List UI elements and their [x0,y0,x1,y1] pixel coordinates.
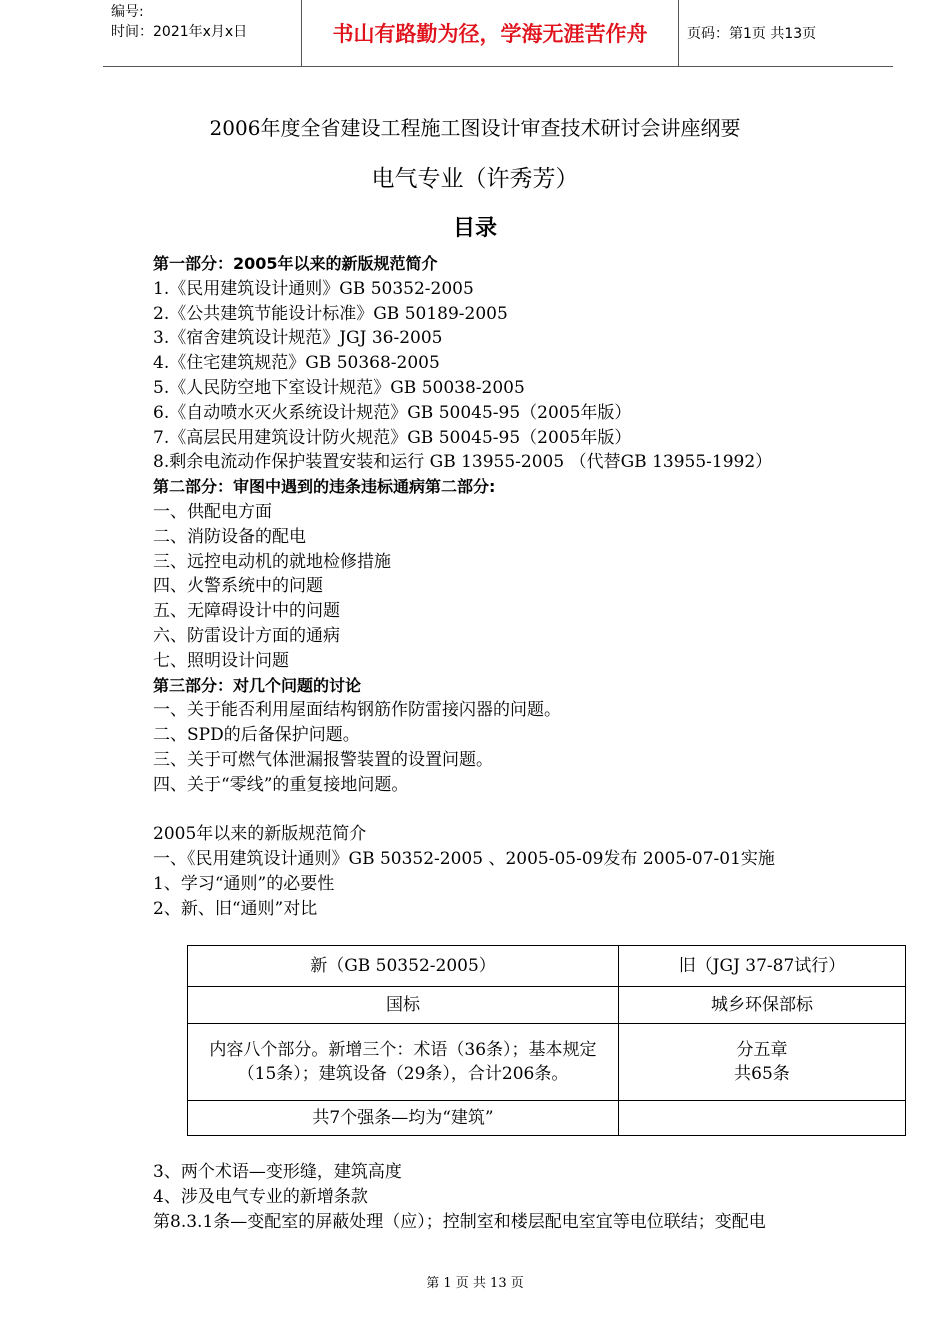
intro-line: 2005年以来的新版规范简介 [153,824,367,844]
toc-item: 6.《自动喷水灭火系统设计规范》GB 50045-95（2005年版） [153,402,632,423]
table-of-contents [153,252,853,798]
toc-item: 一、关于能否利用屋面结构钢筋作防雷接闪器的问题。 [153,700,561,721]
toc-item: 二、SPD的后备保护问题。 [153,725,360,746]
toc-item: 7.《高层民用建筑设计防火规范》GB 50045-95（2005年版） [153,427,632,448]
toc-item: 3.《宿舍建筑设计规范》JGJ 36-2005 [153,328,443,349]
header-meta [103,0,301,66]
toc-item: 二、消防设备的配电 [153,526,306,547]
toc-item: 七、照明设计问题 [153,650,289,671]
document-subtitle: 电气专业（许秀芳） [371,166,579,192]
toc-part-heading: 第三部分：对几个问题的讨论 [153,675,362,695]
body-line: 第8.3.1条—变配室的屏蔽处理（应）；控制室和楼层配电室宜等电位联结；变配电 [153,1212,766,1232]
number-label: 编号: [111,4,144,20]
table-cell: 共7个强条—均为“建筑” [188,1101,619,1136]
toc-part-heading: 第二部分：审图中遇到的违条违标通病第二部分: [153,477,496,497]
toc-item: 5.《人民防空地下室设计规范》GB 50038-2005 [153,377,525,398]
toc-heading: 目录 [452,216,497,241]
body-line: 3、两个术语—变形缝，建筑高度 [153,1162,402,1182]
table-cell: 分五章 共65条 [619,1024,906,1101]
toc-item: 一、供配电方面 [153,501,272,522]
toc-item: 2.《公共建筑节能设计标准》GB 50189-2005 [153,303,508,324]
table-cell [619,1101,906,1136]
table-cell: 国标 [188,987,619,1024]
table-cell: 新（GB 50352-2005） [188,946,619,987]
toc-item: 四、关于“零线”的重复接地问题。 [153,774,409,795]
header-motto: 书山有路勤为径，学海无涯苦作舟 [301,0,679,66]
toc-item: 1.《民用建筑设计通则》GB 50352-2005 [153,278,474,299]
table-row [188,1024,906,1101]
table-row [188,946,906,987]
document-title: 2006年度全省建设工程施工图设计审查技术研讨会讲座纲要 [209,116,741,140]
toc-item: 六、防雷设计方面的通病 [153,625,340,646]
toc-item: 三、关于可燃气体泄漏报警装置的设置问题。 [153,749,493,770]
header-page-label: 页码：第1页 共13页 [687,26,817,42]
toc-item: 五、无障碍设计中的问题 [153,601,340,622]
table-cell: 城乡环保部标 [619,987,906,1024]
time-label: 时间：2021年x月x日 [111,24,248,40]
intro-section [153,822,873,922]
toc-part-heading: 第一部分：2005年以来的新版规范简介 [153,254,438,273]
comparison-table [187,945,906,1136]
table-cell: 内容八个部分。新增三个：术语（36条）；基本规定（15条）；建筑设备（29条），合计206条。 [188,1024,619,1101]
toc-item: 8.剩余电流动作保护装置安装和运行 GB 13955-2005 （代替GB 13955-1992） [153,452,773,473]
toc-item: 四、火警系统中的问题 [153,576,323,597]
table-cell: 旧（JGJ 37-87试行） [619,946,906,987]
table-row [188,1101,906,1136]
page-header [103,0,893,67]
page-footer: 第 1 页 共 13 页 [426,1276,524,1291]
after-table-section [153,1160,873,1235]
body-line: 4、涉及电气专业的新增条款 [153,1187,368,1207]
intro-line: 一、《民用建筑设计通则》GB 50352-2005 、2005-05-09发布 2005-07-01实施 [153,849,775,869]
intro-line: 1、学习“通则”的必要性 [153,874,335,894]
toc-item: 三、远控电动机的就地检修措施 [153,551,391,572]
intro-line: 2、新、旧“通则”对比 [153,899,318,919]
table-row [188,987,906,1024]
toc-item: 4.《住宅建筑规范》GB 50368-2005 [153,353,440,374]
